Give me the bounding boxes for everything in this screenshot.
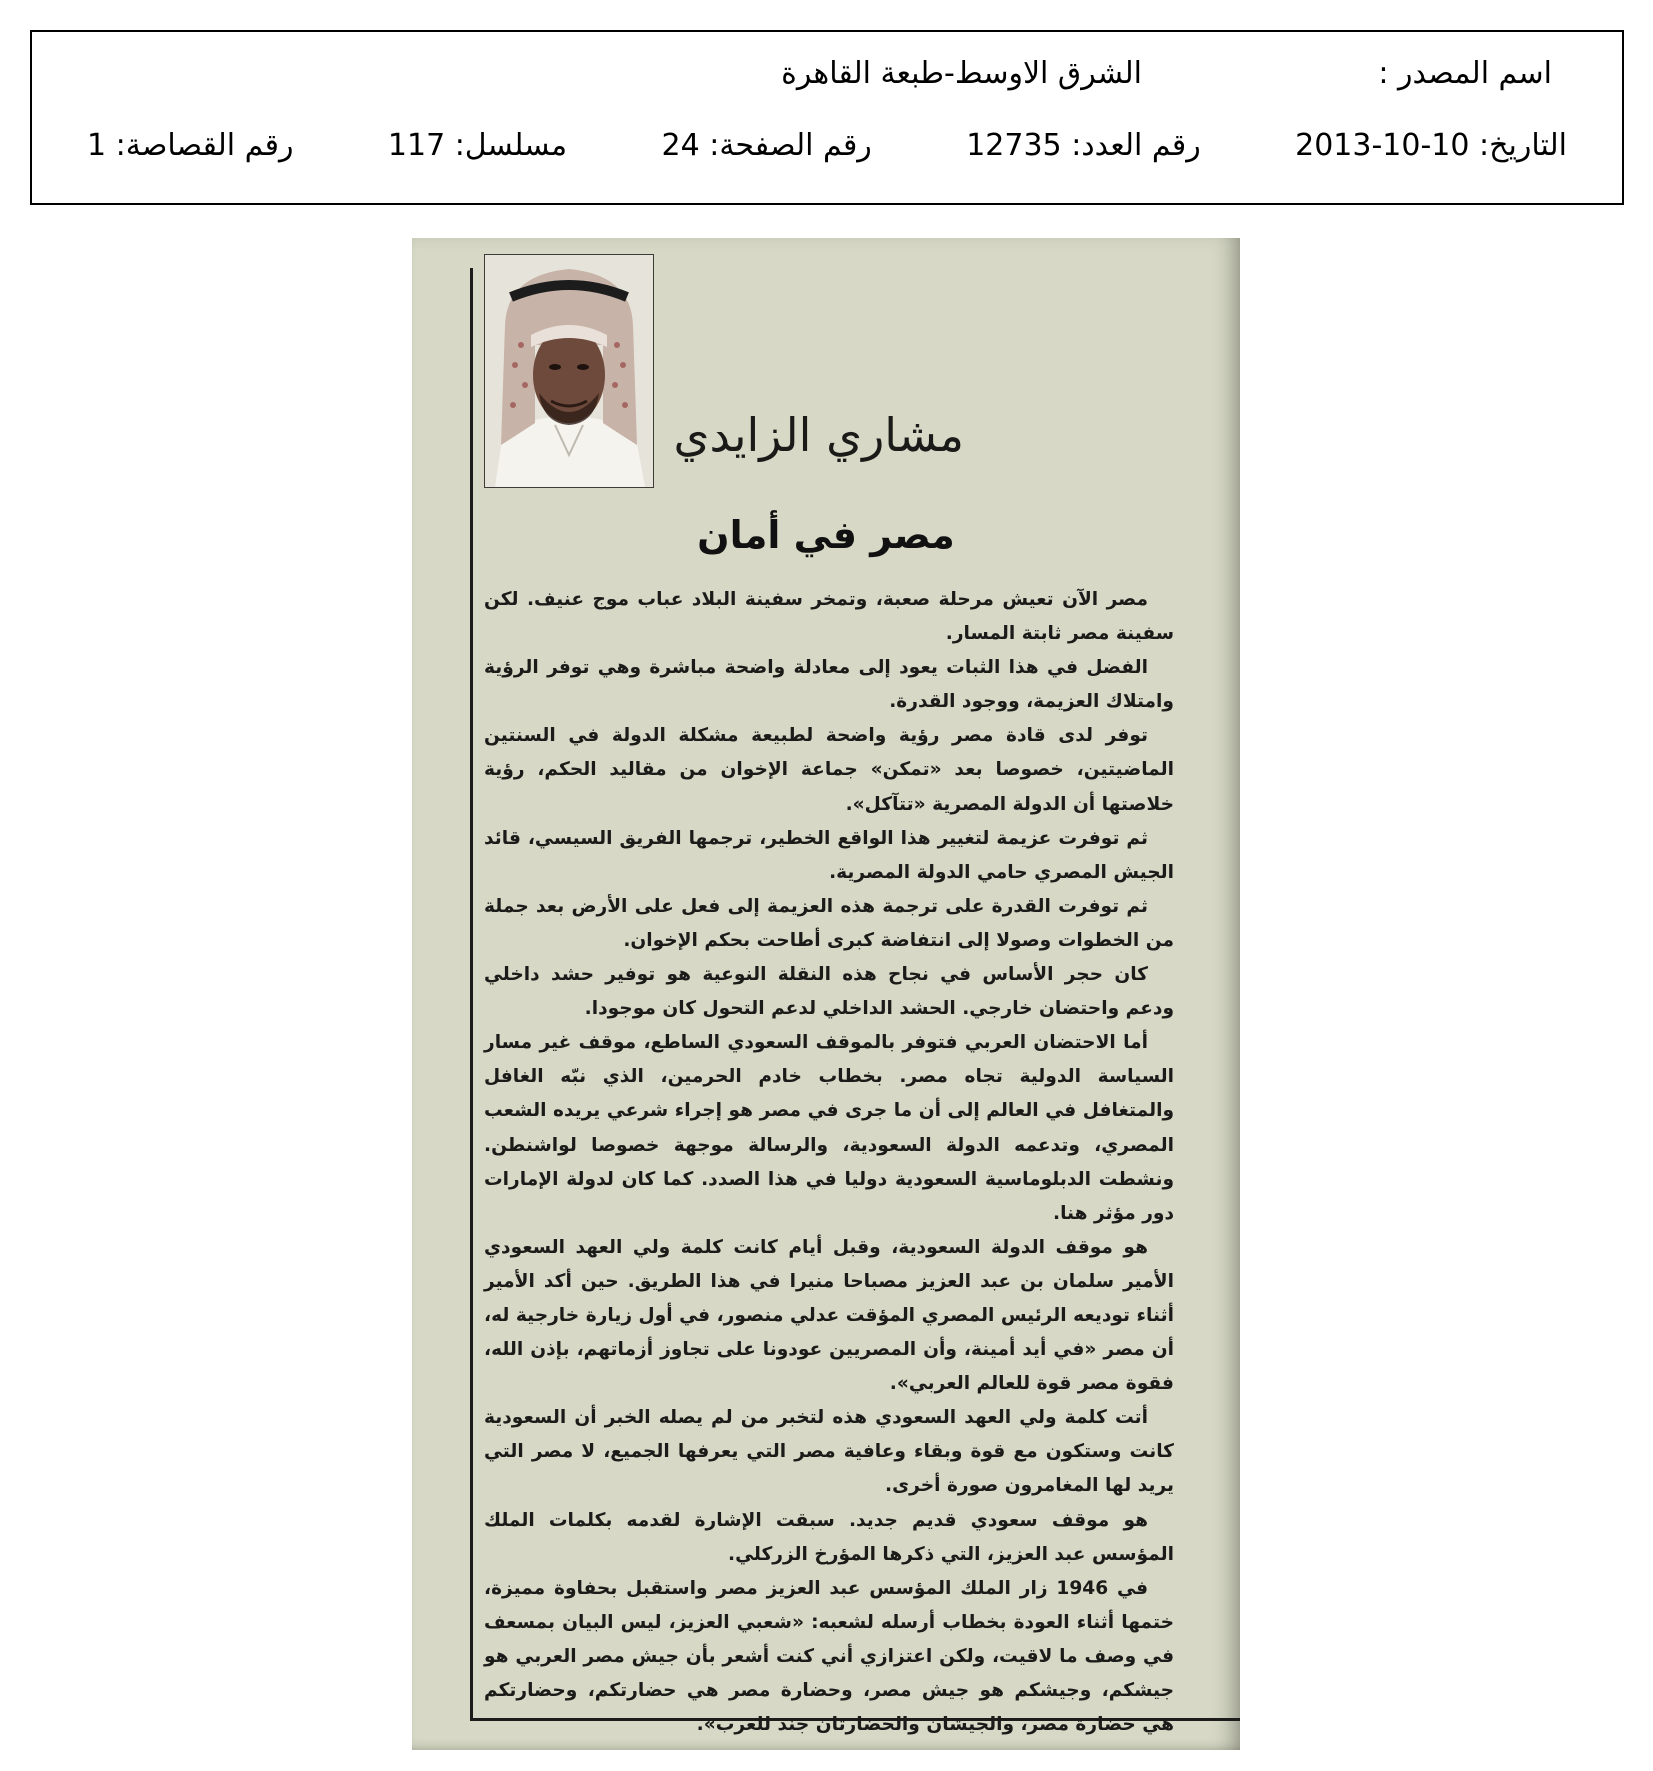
article-paragraph: توفر لدى قادة مصر رؤية واضحة لطبيعة مشكلة الدولة في السنتين الماضيتين، خصوصا بعد «تمكن» جماعة الإخوان من مقاليد الحكم، رؤية خلاصتها أن الدولة المصرية «تتآكل». [484,725,1174,815]
author-portrait-image [485,255,653,487]
article-paragraph: في 1946 زار الملك المؤسس عبد العزيز مصر واستقبل بحفاوة مميزة، ختمها أثناء العودة بخطاب أرسله لشعبه: «شعبي العزيز، ليس البيان بمسعف في وصف ما لاقيت، ولكن اعتزازي أني كنت أشعر بأن جيش مصر العربي هو جيشكم، وجيشكم هو جيش مصر، وحضارة مصر هي حضارتكم، وحضارتكم هي حضارة مصر، والجيشان والحضارتان جند للعرب». [484,1577,1174,1736]
source-value: الشرق الاوسط-طبعة القاهرة [781,56,1142,91]
issue-label: رقم العدد: [1071,128,1201,163]
source-row [102,56,1552,100]
date-label: التاريخ: [1479,128,1567,163]
page-value: 24 [661,128,700,163]
column-rule-vertical [470,268,473,1718]
article-paragraph: الفضل في هذا الثبات يعود إلى معادلة واضحة مباشرة وهي توفر الرؤية وامتلاك العزيمة، ووجود القدرة. [484,657,1174,713]
issue-value: 12735 [966,128,1062,163]
article-paragraph: ثم توفرت عزيمة لتغيير هذا الواقع الخطير، ترجمها الفريق السيسي، قائد الجيش المصري حامي الدولة المصرية. [484,827,1174,883]
article-body [484,583,1174,1736]
serial-field [388,128,567,172]
clip-label: رقم القصاصة: [115,128,294,163]
clipping-info-box [30,30,1624,205]
source-label: اسم المصدر : [1378,56,1552,91]
article-paragraph: أتت كلمة ولي العهد السعودي هذه لتخبر من لم يصله الخبر أن السعودية كانت وستكون مع قوة وبقاء وعافية مصر التي يعرفها الجميع، لا مصر التي يريد لها المغامرون صورة أخرى. [484,1407,1174,1497]
author-name: مشاري الزايدي [673,408,964,462]
article-paragraph: مصر الآن تعيش مرحلة صعبة، وتمخر سفينة البلاد عباب موج عنيف. لكن سفينة مصر ثابتة المسار. [484,589,1174,645]
page-field [661,128,871,172]
details-row [87,128,1567,172]
page-label: رقم الصفحة: [709,128,872,163]
author-photo [484,254,654,488]
date-field [1295,128,1567,172]
article-paragraph: أما الاحتضان العربي فتوفر بالموقف السعودي الساطع، موقف غير مسار السياسة الدولية تجاه مصر. بخطاب خادم الحرمين، الذي نبّه الغافل والمتغافل في العالم إلى أن ما جرى في مصر هو إجراء شرعي يريده الشعب المصري، وتدعمه الدولة السعودية، والرسالة موجهة خصوصا لواشنطن. ونشطت الدبلوماسية السعودية دوليا في هذا الصدد. كما كان لدولة الإمارات دور مؤثر هنا. [484,1032,1174,1224]
serial-label: مسلسل: [454,128,568,163]
article-headline: مصر في أمان [697,513,955,557]
article-paragraph: ثم توفرت القدرة على ترجمة هذه العزيمة إلى فعل على الأرض بعد جملة من الخطوات وصولا إلى انتفاضة كبرى أطاحت بحكم الإخوان. [484,895,1174,951]
clip-value: 1 [87,128,107,163]
newspaper-clipping [412,238,1240,1750]
date-value: 2013-10-10 [1295,128,1470,163]
clip-field [87,128,293,172]
article-paragraph: كان حجر الأساس في نجاح هذه النقلة النوعية هو توفير حشد داخلي ودعم واحتضان خارجي. الحشد الداخلي لدعم التحول كان موجودا. [484,964,1174,1020]
serial-value: 117 [387,128,446,163]
article-paragraph: هو موقف الدولة السعودية، وقبل أيام كانت كلمة ولي العهد السعودي الأمير سلمان بن عبد العزيز مصباحا منيرا في هذا الطريق. حين أكد الأمير أثناء توديعه الرئيس المصري المؤقت عدلي منصور، في أول زيارة خارجية له، أن مصر «في أيد أمينة، وأن المصريين عودونا على تجاوز أزماتهم، بإذن الله، فقوة مصر قوة للعالم العربي». [484,1236,1174,1395]
article-paragraph: هو موقف سعودي قديم جديد. سبقت الإشارة لقدمه بكلمات الملك المؤسس عبد العزيز، التي ذكرها المؤرخ الزركلي. [484,1509,1174,1565]
issue-field [966,128,1200,172]
